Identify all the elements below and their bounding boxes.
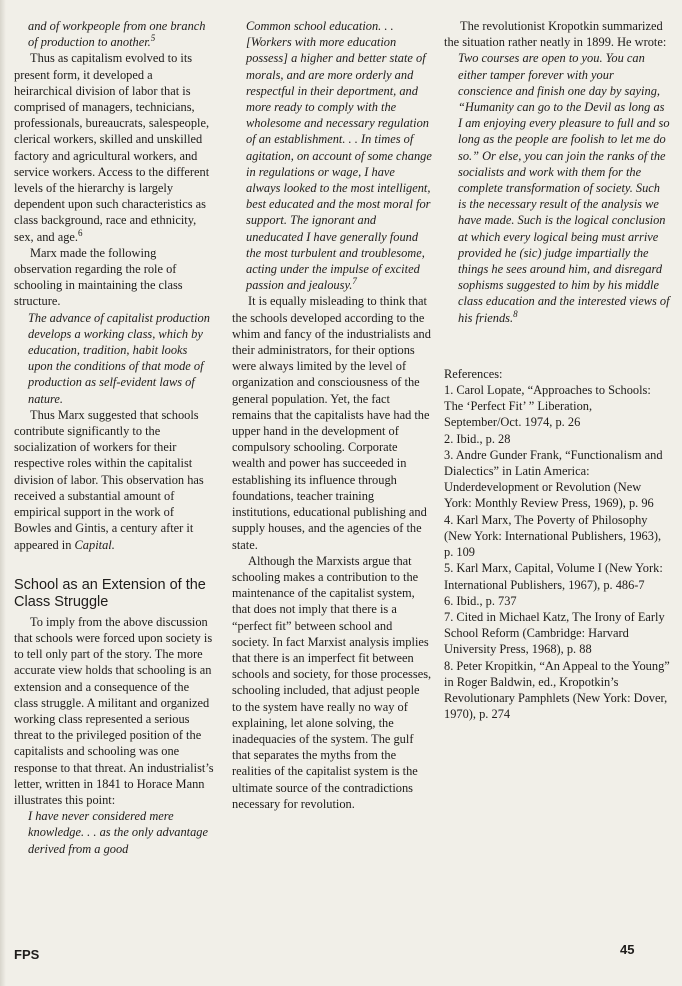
paragraph-hierarchy	[14, 50, 214, 244]
paragraph-marx-observation: Marx made the following observation regarding the role of schooling in maintaining the class structure.	[14, 245, 183, 309]
quote-kropotkin	[444, 50, 670, 325]
paragraph-imperfect-fit: Although the Marxists argue that schooling makes a contribution to the maintenance of the capitalist system, that does not imply that there is a “perfect fit” between school and society. In fact Marxist analysis implies that there is an imperfect fit between schools and society, for those processes, schooling included, that adjust people to the system have really no way of explaining, let alone solving, the inadequacies of the system. The gulf that separates the myths from the realities of the capitalist system is the ultimate source of the contradictions necessary for revolution.	[232, 553, 432, 811]
quote-marx-advance: The advance of capitalist production develops a working class, which by education, tradition, habit looks upon the conditions of that mode of production as self-evident laws of nature.	[28, 310, 210, 406]
paragraph-text: Thus as capitalism evolved to its present form, it developed a heirarchical division of labor that is comprised of managers, technicians, professionals, bureaucrats, salespeople, clerical workers, skilled and unskilled factory and agricultural workers, and service workers. Access to the different levels of the hierarchy is largely dependent upon such characteristics as class background, race and ethnicity, sex, and age.	[14, 51, 210, 244]
footnote-marker: 6	[78, 227, 83, 238]
journal-abbreviation: FPS	[14, 947, 40, 962]
quote-text: and of workpeople from one branch of production to another.	[28, 19, 206, 50]
reference-item: 1. Carol Lopate, “Approaches to Schools: The ‘Perfect Fit’ ” Liberation, September/Oct. 1974, p. 26	[444, 383, 651, 430]
quote-text: Common school education. . . [Workers with more education possess] a higher and better state of morals, and are more orderly and respectful in their deportment, and more ready to comply with the wholesome and necessary regulation of an establishment. . . In times of agitation, on account of some change in regulations or wage, I have always looked to the most intelligent, best educated and the most moral for support. The ignorant and uneducated I have generally found the most turbulent and troublesome, acting under the impulse of excited passion and jealousy.	[246, 19, 432, 293]
paragraph-socialization	[14, 407, 214, 553]
references-section	[444, 366, 670, 722]
footnote-marker: 5	[150, 33, 156, 44]
reference-item: 8. Peter Kropitkin, “An Appeal to the Young” in Roger Baldwin, ed., Kropotkin’s Revolutionary Pamphlets (New York: Dover, 1970), p. 274	[444, 658, 670, 722]
paragraph-text: Thus Marx suggested that schools contribute significantly to the socialization of workers for their respective roles within the capitalist division of labor. This observation has received a substantial amount of empirical support in the work of Bowles and Gintis, a century after it appeared in	[14, 407, 204, 552]
quote-industrialist-continued	[232, 18, 432, 293]
reference-item: 4. Karl Marx, The Poverty of Philosophy (New York: International Publishers, 1963), p. 109	[444, 512, 662, 560]
quote-marx-continued	[14, 18, 214, 50]
quote-industrialist-start: I have never considered mere knowledge. . . as the only advantage derived from a good	[28, 809, 208, 856]
footnote-marker: 7	[352, 276, 357, 287]
book-title: Capital.	[74, 537, 115, 552]
reference-item: 5. Karl Marx, Capital, Volume I (New York: International Publishers, 1967), p. 486-7	[444, 561, 663, 592]
text-column-2	[232, 18, 432, 812]
paragraph-kropotkin-intro: The revolutionist Kropotkin summarized the situation rather neatly in 1899. He wrote:	[444, 19, 667, 50]
reference-item: 6. Ibid., p. 737	[444, 593, 517, 608]
footnote-marker: 8	[513, 308, 518, 319]
page-number: 45	[620, 942, 635, 957]
references-title: References:	[444, 366, 503, 381]
text-column-1	[14, 18, 214, 857]
text-column-3	[444, 18, 670, 722]
page-binding-edge	[0, 0, 6, 986]
reference-item: 2. Ibid., p. 28	[444, 431, 511, 446]
paragraph-class-struggle: To imply from the above discussion that schools were forced upon society is to tell only part of the story. The more accurate view holds that schooling is an extension and a consequence of the class struggle. A militant and organized working class represented a serious threat to the privileged position of the capitalists and schooling was one response to that threat. An industrialist’s letter, written in 1841 to Horace Mann illustrates this point:	[14, 614, 214, 807]
reference-item: 3. Andre Gunder Frank, “Functionalism and Dialectics” in Latin America: Underdevelopment or Revolution (New York: Monthly Review Press, 1969), p. 96	[444, 447, 663, 511]
quote-text: Two courses are open to you. You can either tamper forever with your conscience and finish one day by saying, “Humanity can go to the Devil as long as I am enjoying every pleasure to full and so long as the people are foolish to let me do so.” Or else, you can join the ranks of the socialists and work with them for the complete transformation of society. Such is the necessary result of the analysis we have made. Such is the logical conclusion at which every logical being must arrive provided he (sic) judge impartially the things he sees around him, and disregard sophisms suggested to him by his middle class education and the interested views of his friends.	[458, 51, 670, 325]
reference-item: 7. Cited in Michael Katz, The Irony of Early School Reform (Cambridge: Harvard University Press, 1968), p. 88	[444, 609, 665, 657]
section-heading: School as an Extension of the Class Struggle	[14, 576, 206, 610]
paragraph-misleading: It is equally misleading to think that the schools developed according to the whim and fancy of the industrialists and their administrators, for their options were always limited by the level of organization and consciousness of the general population. Yet, the fact remains that the capitalists have had the upper hand in the development of compulsory schooling. Corporate wealth and power has succeeded in establishing its influence through foundations, teacher training institutions, educational publishing and supply houses, and the agencies of the state.	[232, 294, 431, 552]
